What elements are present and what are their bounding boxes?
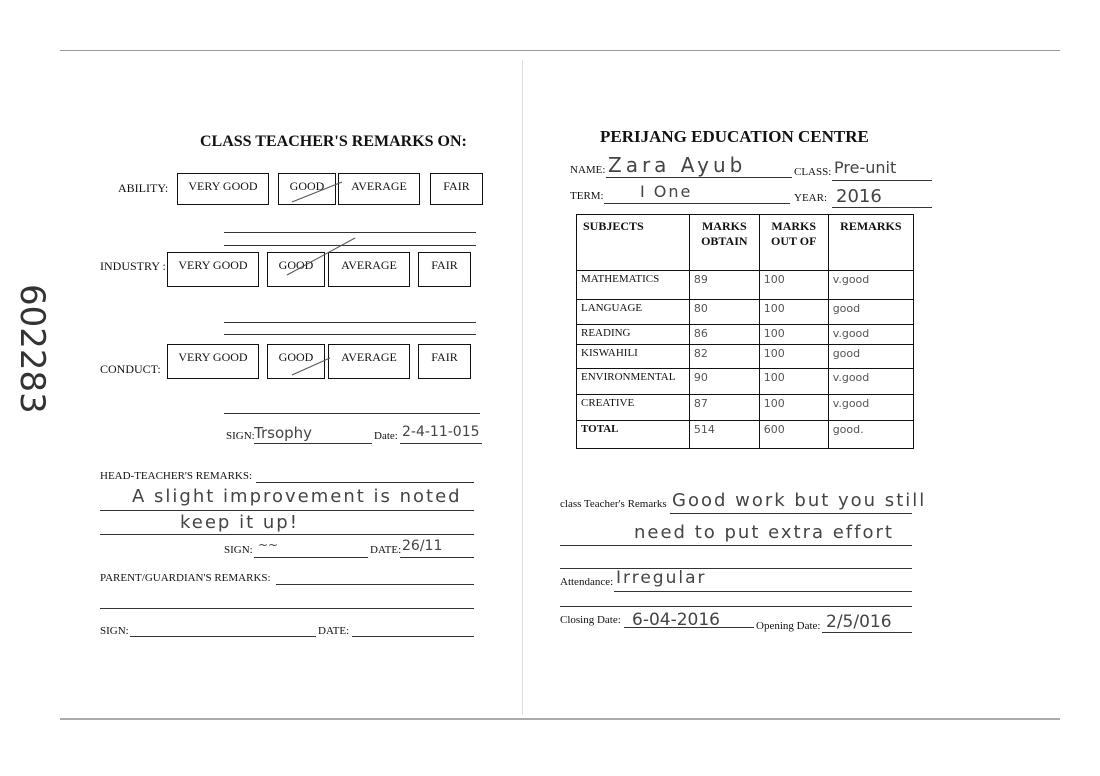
- ct-remarks-rule-0: [670, 513, 912, 514]
- header-marks-obtain-line2: OBTAIN: [701, 234, 748, 248]
- ct-sign-line: [254, 443, 372, 444]
- ht-date-value: 26/11: [402, 538, 443, 554]
- top-edge-line: [60, 50, 1060, 51]
- school-name: PERIJANG EDUCATION CENTRE: [600, 127, 869, 146]
- out-of-cell: 100: [759, 325, 828, 345]
- remark-cell: v.good: [828, 395, 913, 421]
- year-value: 2016: [836, 186, 882, 207]
- ability-label: ABILITY:: [118, 181, 169, 195]
- attendance-value: Irregular: [616, 568, 707, 588]
- opening-date-value: 2/5/016: [826, 612, 892, 632]
- year-label: YEAR:: [794, 192, 827, 204]
- class-line: [832, 180, 932, 181]
- subject-cell: KISWAHILI: [577, 345, 690, 369]
- industry-very-good-box: VERY GOOD: [167, 252, 259, 287]
- subject-cell: READING: [577, 325, 690, 345]
- obtain-cell-total: 514: [689, 421, 759, 449]
- attendance-label: Attendance:: [560, 576, 614, 588]
- ct-remarks-rule-2: [560, 568, 912, 569]
- remark-cell: good: [828, 300, 913, 325]
- table-row: [577, 369, 914, 395]
- ht-date-label: DATE:: [370, 544, 402, 556]
- name-label: NAME:: [570, 164, 606, 176]
- subject-cell-total: TOTAL: [577, 421, 690, 449]
- ct-remarks-rule-1: [560, 545, 912, 546]
- class-value: Pre-unit: [834, 158, 897, 177]
- ht-sign-label: SIGN:: [224, 544, 253, 556]
- subject-cell: MATHEMATICS: [577, 271, 690, 300]
- head-teacher-label: HEAD-TEACHER'S REMARKS:: [100, 470, 253, 482]
- ability-fair-box: FAIR: [430, 173, 483, 205]
- parent-line-1: [100, 608, 474, 609]
- industry-average-box: AVERAGE: [328, 252, 410, 287]
- header-remarks: REMARKS: [828, 215, 913, 271]
- industry-tick-mark: [285, 235, 360, 280]
- opening-date-line: [822, 632, 912, 633]
- side-number: 602283: [12, 284, 52, 414]
- table-row: [577, 395, 914, 421]
- ct-remarks-line-2: need to put extra effort: [634, 522, 894, 543]
- header-marks-out-of: [759, 215, 828, 271]
- subject-cell: CREATIVE: [577, 395, 690, 421]
- industry-good-box: GOOD: [267, 252, 325, 287]
- parent-date-line: [352, 636, 474, 637]
- bottom-edge-line: [60, 718, 1060, 720]
- term-label: TERM:: [570, 190, 604, 202]
- out-of-cell: 100: [759, 271, 828, 300]
- industry-line-1: [224, 322, 476, 323]
- subject-cell: LANGUAGE: [577, 300, 690, 325]
- conduct-line-1: [224, 413, 480, 414]
- head-teacher-line-1: [100, 510, 474, 511]
- industry-line-2: [224, 334, 476, 335]
- obtain-cell: 80: [689, 300, 759, 325]
- ability-good-box: GOOD: [278, 173, 336, 205]
- ct-remarks-label: class Teacher's Remarks: [560, 498, 667, 510]
- ct-sign-label: SIGN:: [226, 430, 255, 442]
- table-row: [577, 300, 914, 325]
- obtain-cell: 82: [689, 345, 759, 369]
- ability-line-1: [224, 232, 476, 233]
- ability-average-box: AVERAGE: [338, 173, 420, 205]
- marks-table: [576, 214, 914, 449]
- conduct-fair-box: FAIR: [418, 344, 471, 379]
- ht-signature: ~~: [258, 538, 279, 552]
- remark-cell-total: good.: [828, 421, 913, 449]
- parent-date-label: DATE:: [318, 625, 350, 637]
- obtain-cell: 89: [689, 271, 759, 300]
- head-teacher-remark-line-1: A slight improvement is noted: [132, 486, 462, 507]
- header-marks-out-line1: MARKS: [771, 219, 817, 233]
- parent-line-0: [276, 584, 474, 585]
- out-of-cell-total: 600: [759, 421, 828, 449]
- table-row: [577, 345, 914, 369]
- term-value: I One: [640, 182, 693, 201]
- ct-date-value: 2-4-11-015: [402, 424, 480, 440]
- parent-sign-label: SIGN:: [100, 625, 129, 637]
- attendance-line: [614, 591, 912, 592]
- ability-tick-mark: [290, 180, 350, 210]
- closing-date-label: Closing Date:: [560, 614, 621, 626]
- table-row: [577, 325, 914, 345]
- conduct-average-box: AVERAGE: [328, 344, 410, 379]
- industry-fair-box: FAIR: [418, 252, 471, 287]
- conduct-good-box: GOOD: [267, 344, 325, 379]
- remark-cell: v.good: [828, 325, 913, 345]
- conduct-very-good-box: VERY GOOD: [167, 344, 259, 379]
- remark-cell: good: [828, 345, 913, 369]
- header-marks-obtain-line1: MARKS: [701, 219, 747, 233]
- attendance-line-2: [560, 606, 912, 607]
- remark-cell: v.good: [828, 271, 913, 300]
- remark-cell: v.good: [828, 369, 913, 395]
- closing-date-line: [624, 627, 754, 628]
- term-line: [604, 203, 790, 204]
- obtain-cell: 87: [689, 395, 759, 421]
- obtain-cell: 86: [689, 325, 759, 345]
- obtain-cell: 90: [689, 369, 759, 395]
- out-of-cell: 100: [759, 300, 828, 325]
- closing-date-value: 6-04-2016: [632, 610, 720, 630]
- class-label: CLASS:: [794, 166, 832, 178]
- ht-sign-line: [254, 557, 368, 558]
- name-line: [606, 177, 792, 178]
- name-value: Zara Ayub: [608, 153, 747, 177]
- ability-very-good-box: VERY GOOD: [177, 173, 269, 205]
- center-fold: [522, 60, 523, 715]
- table-row-total: [577, 421, 914, 449]
- conduct-label: CONDUCT:: [100, 362, 161, 376]
- parent-sign-line: [130, 636, 316, 637]
- head-teacher-line-0: [256, 482, 474, 483]
- industry-label: INDUSTRY :: [100, 259, 166, 273]
- out-of-cell: 100: [759, 395, 828, 421]
- ct-sign-value: Trsophy: [254, 424, 313, 442]
- parent-label: PARENT/GUARDIAN'S REMARKS:: [100, 572, 271, 584]
- ct-date-line: [400, 443, 482, 444]
- subject-cell: ENVIRONMENTAL: [577, 369, 690, 395]
- out-of-cell: 100: [759, 345, 828, 369]
- header-marks-out-line2: OUT OF: [770, 234, 817, 248]
- ht-date-line: [400, 557, 474, 558]
- head-teacher-line-2: [100, 534, 474, 535]
- class-teacher-heading: CLASS TEACHER'S REMARKS ON:: [200, 133, 467, 150]
- header-subjects: SUBJECTS: [577, 215, 690, 271]
- opening-date-label: Opening Date:: [756, 620, 821, 632]
- year-line: [832, 207, 932, 208]
- ct-remarks-line-1: Good work but you still: [672, 490, 927, 511]
- head-teacher-remark-line-2: keep it up!: [180, 512, 299, 533]
- out-of-cell: 100: [759, 369, 828, 395]
- table-row: [577, 271, 914, 300]
- header-marks-obtain: [689, 215, 759, 271]
- conduct-tick-mark: [290, 355, 335, 380]
- ct-date-label: Date:: [374, 430, 398, 442]
